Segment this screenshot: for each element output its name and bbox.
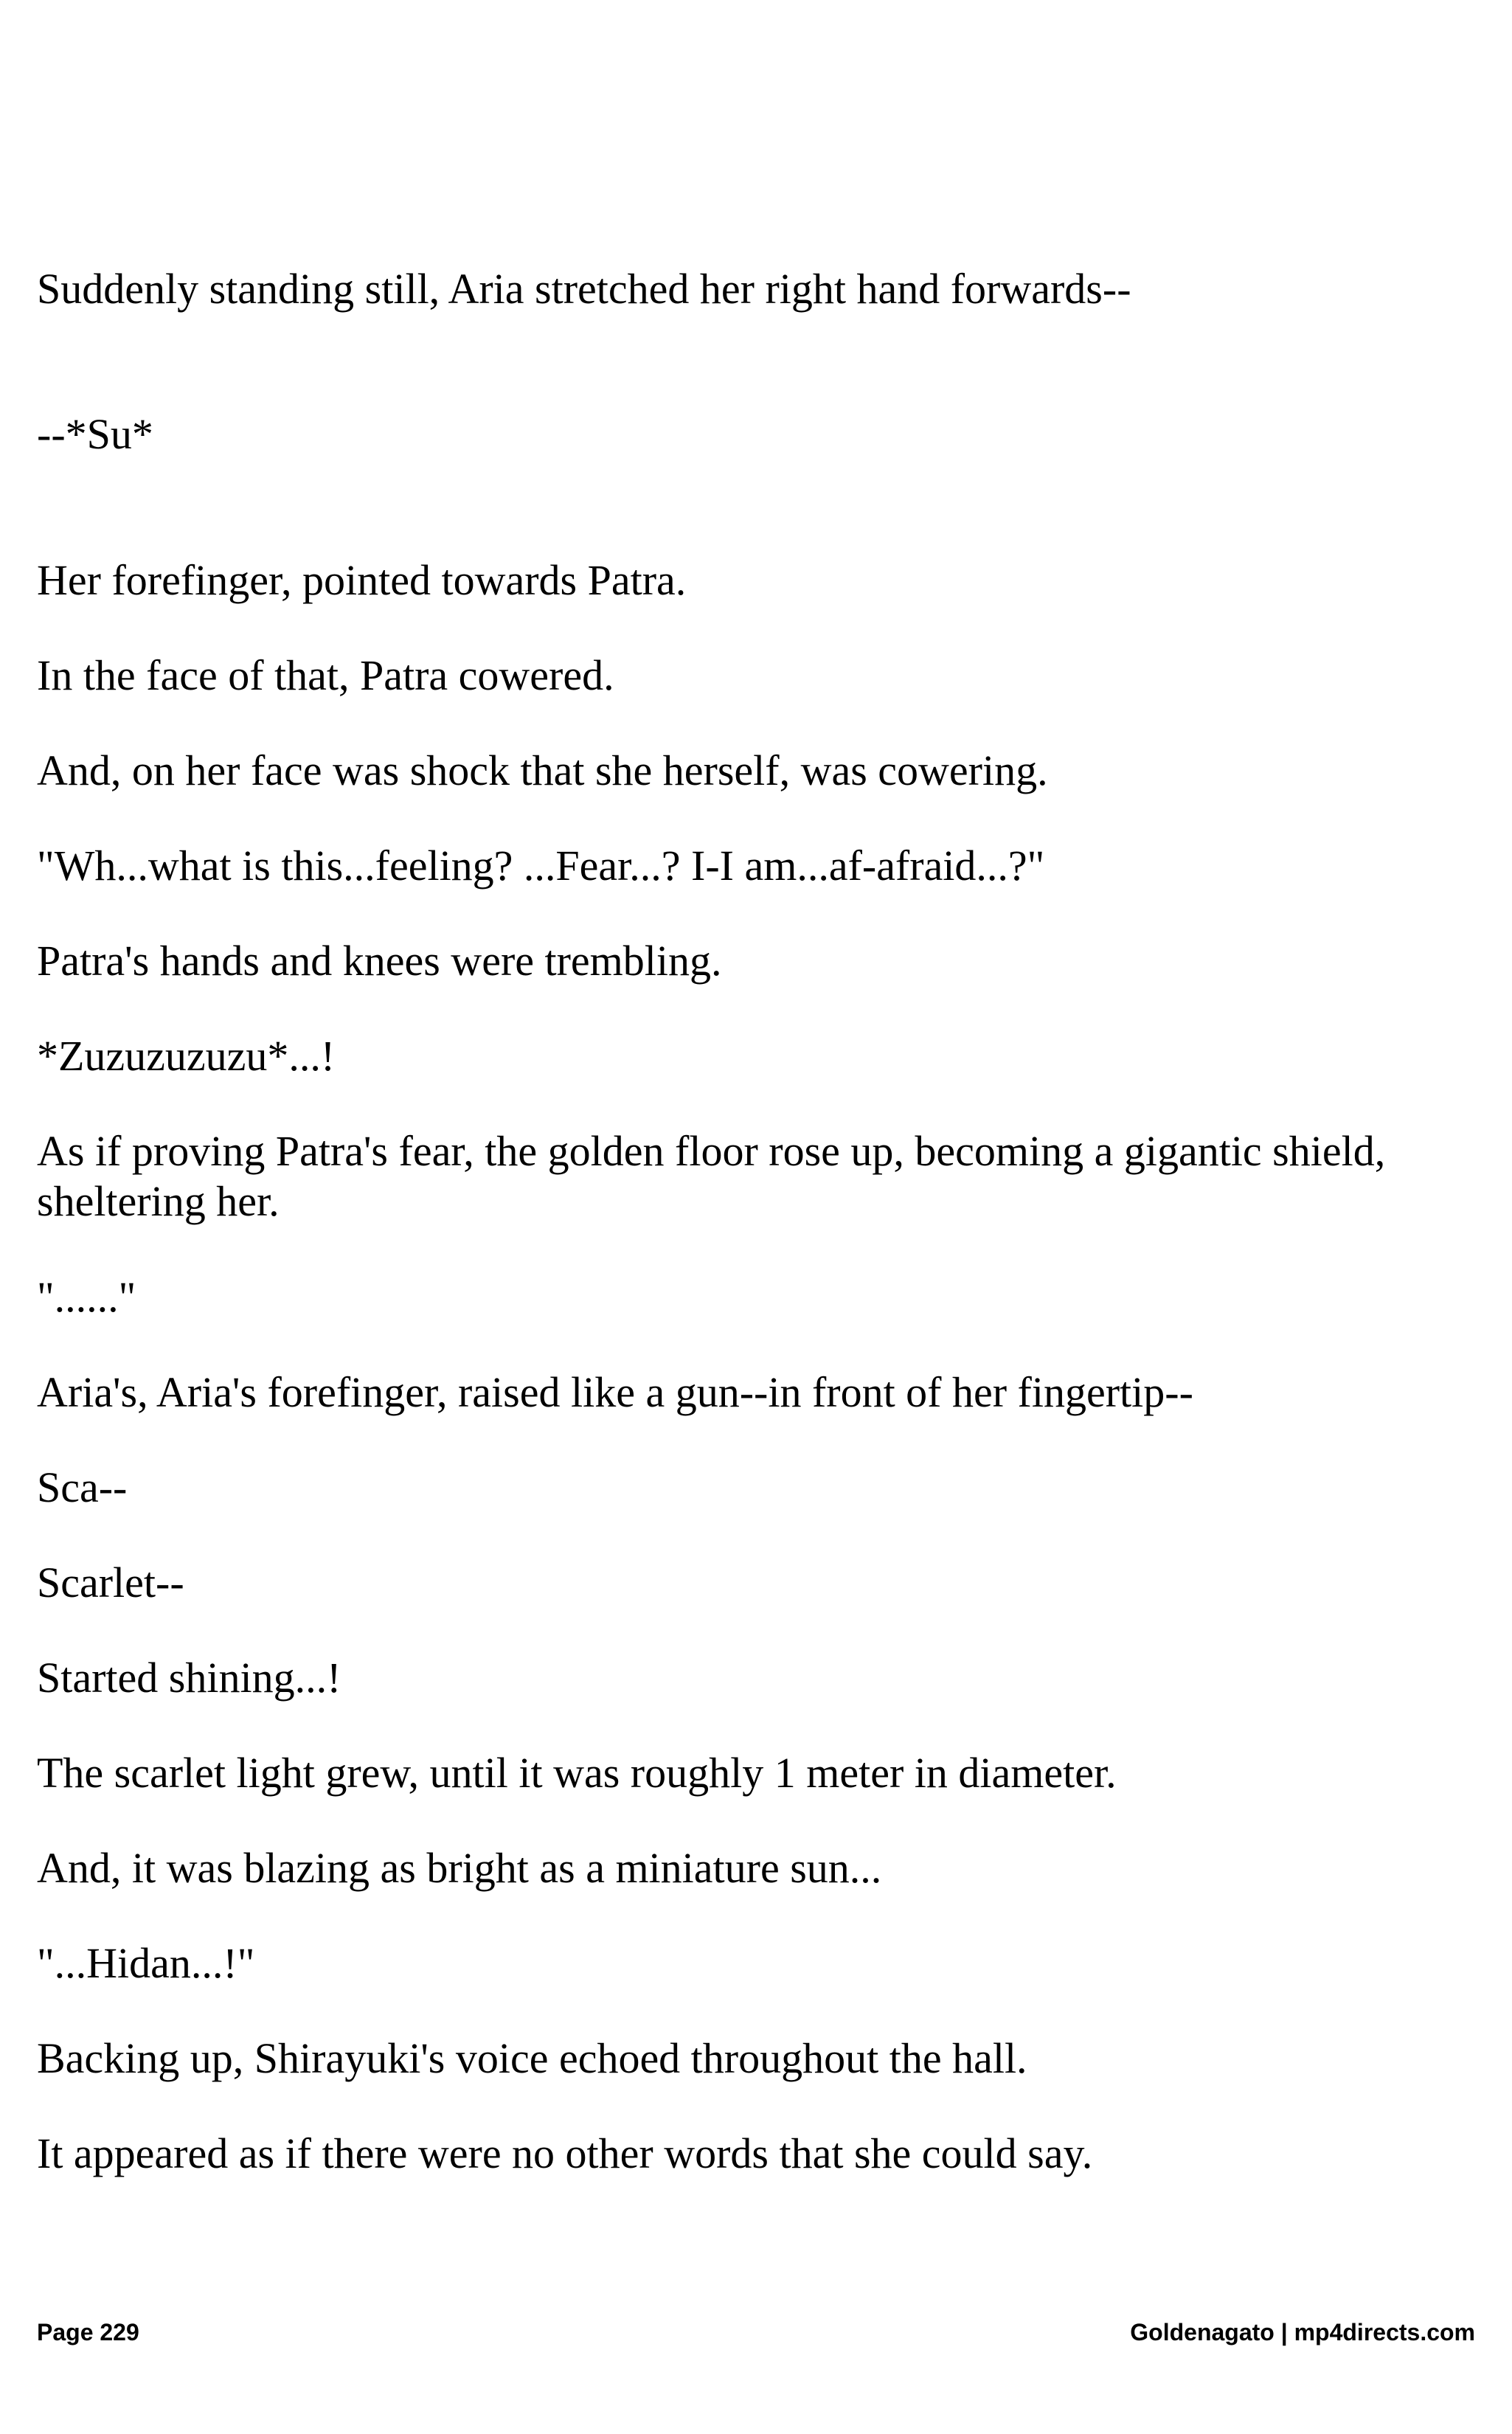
paragraph: Started shining...! — [37, 1654, 341, 1702]
paragraph: And, it was blazing as bright as a miniature sun... — [37, 1844, 882, 1892]
paragraph: As if proving Patra's fear, the golden floor rose up, becoming a gigantic shield, sheltering her. — [37, 1127, 1386, 1225]
paragraph: *Zuzuzuzuzu*...! — [37, 1032, 336, 1080]
paragraph: "......" — [37, 1273, 136, 1321]
page-number: Page 229 — [37, 2319, 139, 2345]
paragraph: "...Hidan...!" — [37, 1939, 255, 1987]
paragraph: In the face of that, Patra cowered. — [37, 651, 614, 699]
paragraph: Backing up, Shirayuki's voice echoed throughout the hall. — [37, 2034, 1027, 2082]
paragraph: "Wh...what is this...feeling? ...Fear...? I-I am...af-afraid...?" — [37, 842, 1045, 890]
footer-credit: Goldenagato | mp4directs.com — [1130, 2319, 1475, 2345]
paragraph: It appeared as if there were no other words that she could say. — [37, 2129, 1093, 2177]
paragraph: Scarlet-- — [37, 1558, 184, 1606]
paragraph: Sca-- — [37, 1463, 128, 1511]
paragraph: Suddenly standing still, Aria stretched her right hand forwards-- — [37, 265, 1131, 313]
paragraph: --*Su* — [37, 410, 153, 458]
paragraph: Aria's, Aria's forefinger, raised like a gun--in front of her fingertip-- — [37, 1368, 1193, 1416]
paragraph: Her forefinger, pointed towards Patra. — [37, 556, 687, 604]
paragraph: The scarlet light grew, until it was roughly 1 meter in diameter. — [37, 1749, 1117, 1797]
paragraph: And, on her face was shock that she herself, was cowering. — [37, 746, 1048, 794]
paragraph: Patra's hands and knees were trembling. — [37, 937, 722, 985]
